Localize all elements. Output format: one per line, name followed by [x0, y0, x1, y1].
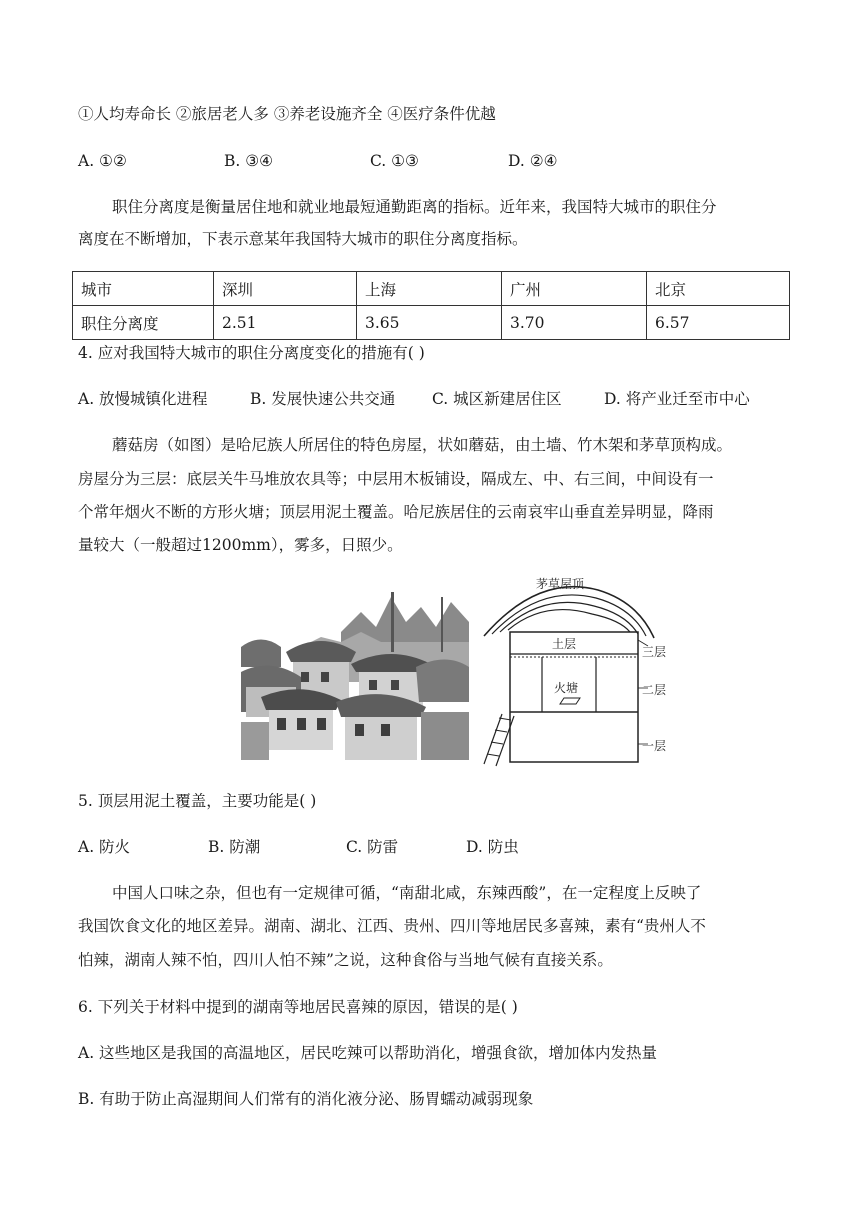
q3-option-a: A. ①② — [78, 152, 127, 170]
para2-line-3: 个常年烟火不断的方形火塘；顶层用泥土覆盖。哈尼族居住的云南哀牢山垂直差异明显，降雨 — [78, 503, 714, 521]
para2-line-1: 蘑菇房（如图）是哈尼族人所居住的特色房屋，状如蘑菇，由土墙、竹木架和茅草顶构成。 — [112, 436, 733, 454]
table-cell: 城市 — [73, 272, 214, 306]
label-roof: 茅草屋顶 — [536, 577, 585, 591]
q6-option-a: A. 这些地区是我国的高温地区，居民吃辣可以帮助消化，增强食欲，增加体内发热量 — [78, 1044, 658, 1062]
q4-option-c: C. 城区新建居住区 — [432, 390, 562, 408]
q3-option-d: D. ②④ — [508, 152, 558, 170]
para3-line-3: 怕辣，湖南人辣不怕，四川人怕不辣”之说，这种食俗与当地气候有直接关系。 — [78, 951, 613, 969]
table-cell: 北京 — [647, 272, 790, 306]
label-hearth: 火塘 — [554, 681, 579, 695]
para1-line-2: 离度在不断增加，下表示意某年我国特大城市的职住分离度指标。 — [78, 230, 528, 248]
q3-option-b: B. ③④ — [224, 152, 274, 170]
table-cell: 广州 — [502, 272, 647, 306]
table-cell: 6.57 — [647, 306, 790, 340]
q5-option-d: D. 防虫 — [466, 838, 519, 856]
q6-stem: 6. 下列关于材料中提到的湖南等地居民喜辣的原因，错误的是( ) — [78, 998, 518, 1016]
para3-line-1: 中国人口味之杂，但也有一定规律可循，“南甜北咸，东辣西酸”，在一定程度上反映了 — [112, 884, 702, 902]
table-row — [73, 306, 790, 340]
table-cell: 深圳 — [214, 272, 357, 306]
q4-stem: 4. 应对我国特大城市的职住分离度变化的措施有( ) — [78, 344, 425, 362]
table-cell: 3.70 — [502, 306, 647, 340]
commute-table — [72, 271, 790, 340]
mushroom-house-photo — [241, 592, 469, 760]
q4-option-d: D. 将产业迁至市中心 — [604, 390, 750, 408]
q4-option-a: A. 放慢城镇化进程 — [78, 390, 208, 408]
q5-stem: 5. 顶层用泥土覆盖，主要功能是( ) — [78, 792, 317, 810]
table-cell: 2.51 — [214, 306, 357, 340]
label-earth-layer: 土层 — [552, 637, 577, 651]
q4-option-b: B. 发展快速公共交通 — [250, 390, 396, 408]
q5-option-c: C. 防雷 — [346, 838, 399, 856]
q3-option-c: C. ①③ — [370, 152, 419, 170]
para1-line-1: 职住分离度是衡量居住地和就业地最短通勤距离的指标。近年来，我国特大城市的职住分 — [112, 198, 717, 216]
para2-line-2: 房屋分为三层：底层关牛马堆放农具等；中层用木板铺设，隔成左、中、右三间，中间设有一 — [78, 470, 714, 488]
table-cell: 上海 — [357, 272, 502, 306]
q5-option-b: B. 防潮 — [208, 838, 261, 856]
label-floor-2: 二层 — [642, 683, 667, 697]
table-row — [73, 272, 790, 306]
table-cell: 3.65 — [357, 306, 502, 340]
para2-line-4: 量较大（一般超过1200mm），雾多，日照少。 — [78, 536, 403, 554]
para3-line-2: 我国饮食文化的地区差异。湖南、湖北、江西、贵州、四川等地居民多喜辣，素有“贵州人不 — [78, 917, 706, 935]
q3-choices: ①人均寿命长 ②旅居老人多 ③养老设施齐全 ④医疗条件优越 — [78, 105, 496, 123]
q6-option-b: B. 有助于防止高湿期间人们常有的消化液分泌、肠胃蠕动减弱现象 — [78, 1090, 534, 1108]
mushroom-house-diagram — [478, 576, 674, 770]
label-floor-3: 三层 — [642, 645, 667, 659]
q5-option-a: A. 防火 — [78, 838, 131, 856]
label-floor-1: 一层 — [642, 739, 667, 753]
table-cell: 职住分离度 — [73, 306, 214, 340]
